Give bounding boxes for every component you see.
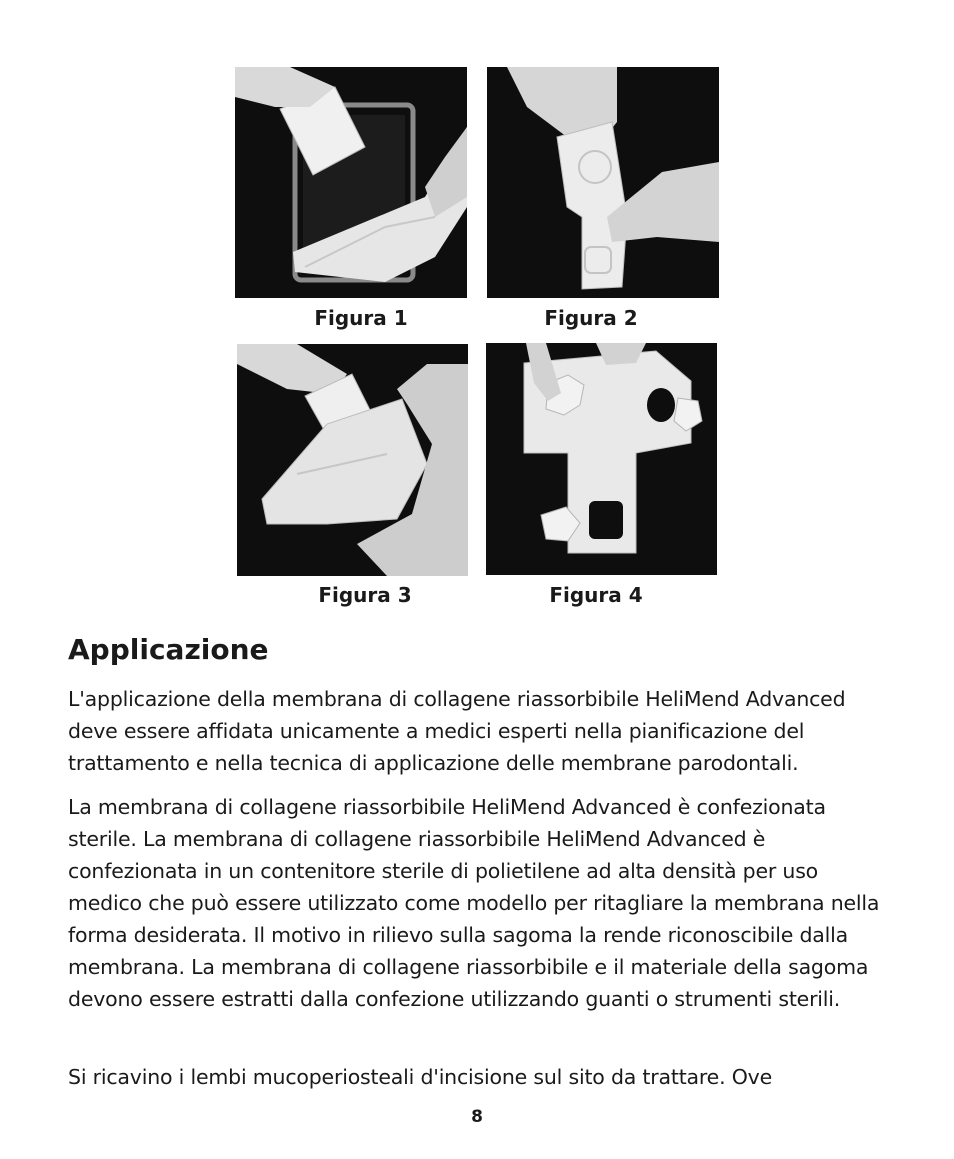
figure-1-caption: Figura 1 <box>314 306 408 330</box>
paragraph-3: Si ricavino i lembi mucoperiosteali d'incisione sul sito da trattare. Ove <box>68 1065 773 1089</box>
figure-4-photo <box>486 343 717 575</box>
section-heading: Applicazione <box>68 633 269 666</box>
figure-4-caption: Figura 4 <box>549 583 643 607</box>
paragraph-2: La membrana di collagene riassorbibile HeliMend Advanced è confezionata sterile. La membrana di collagene riassorbibile HeliMend Advanced è confezionata in un contenitore sterile di polietilene ad alta densità per uso medico che può essere utilizzato come modello per ritagliare la membrana nella forma desiderata. Il motivo in rilievo sulla sagoma la rende riconoscibile dalla membrana. La membrana di collagene riassorbibile e il materiale della sagoma devono essere estratti dalla confezione utilizzando guanti o strumenti sterili. <box>68 795 880 1011</box>
figure-3-caption: Figura 3 <box>318 583 412 607</box>
page-number: 8 <box>471 1107 483 1127</box>
figure-3-photo <box>237 344 468 576</box>
figure-1-photo <box>235 67 467 298</box>
figure-2-photo <box>487 67 719 298</box>
figure-2-caption: Figura 2 <box>544 306 638 330</box>
paragraph-1: L'applicazione della membrana di collagene riassorbibile HeliMend Advanced deve essere affidata unicamente a medici esperti nella pianificazione del trattamento e nella tecnica di applicazione delle membrane parodontali. <box>68 687 846 775</box>
